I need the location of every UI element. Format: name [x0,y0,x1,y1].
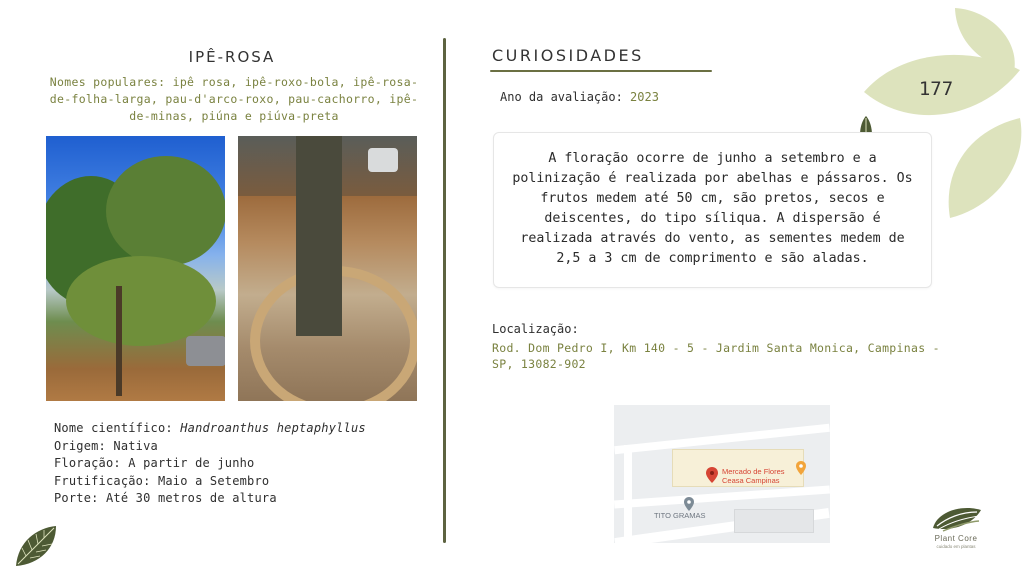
map-poi-icon [796,461,806,475]
evaluation-year [500,90,659,104]
corner-leaf-icon [12,522,60,570]
fruiting: Frutificação: Maio a Setembro [54,473,270,488]
tree-photo [46,136,225,401]
popular-names: Nomes populares: ipê rosa, ipê-roxo-bola, ipê-rosa-de-folha-larga, pau-d'arco-roxo, pau-cachorro, ipê-de-minas, piúna e piúva-preta [49,75,419,123]
page-number: 177 [918,78,954,100]
plant-facts [54,420,434,508]
curiosities-title: CURIOSIDADES [492,46,644,65]
year-value: 2023 [630,90,659,104]
size: Porte: Até 30 metros de altura [54,491,277,505]
brand-name: Plant Core [934,534,978,543]
trunk-photo [238,136,417,401]
map-secondary-label: TITO GRAMAS [654,511,706,520]
map-place-label: Mercado de Flores Ceasa Campinas [722,467,785,485]
title-underline [490,70,712,72]
map-pin-icon [706,467,718,483]
curiosities-text: A floração ocorre de junho a setembro e a polinização é realizada por abelhas e pássaros. Os frutos medem até 50 cm, são pretos, secos e deiscentes, do tipo síliqua. A dispersão é realizada através do vento, as sementes medem de 2,5 a 3 cm de comprimento e são aladas. [512,151,913,266]
column-divider [443,38,446,543]
scientific-name: Handroanthus heptaphyllus [180,421,366,435]
location-address: Rod. Dom Pedro I, Km 140 - 5 - Jardim Santa Monica, Campinas - SP, 13082-902 [492,341,940,371]
location-map[interactable] [614,405,830,543]
map-secondary-pin-icon [684,497,694,511]
origin: Origem: Nativa [54,438,158,453]
year-label: Ano da avaliação: [500,90,631,104]
brand-tagline: cuidado em plantas [936,544,976,549]
location-label: Localização: [492,322,579,336]
scientific-label: Nome científico: [54,421,181,435]
curiosities-box [493,132,932,288]
flowering: Floração: A partir de junho [54,456,255,470]
scientific-name-line [54,420,434,438]
plant-title: IPÊ-ROSA [188,48,276,66]
